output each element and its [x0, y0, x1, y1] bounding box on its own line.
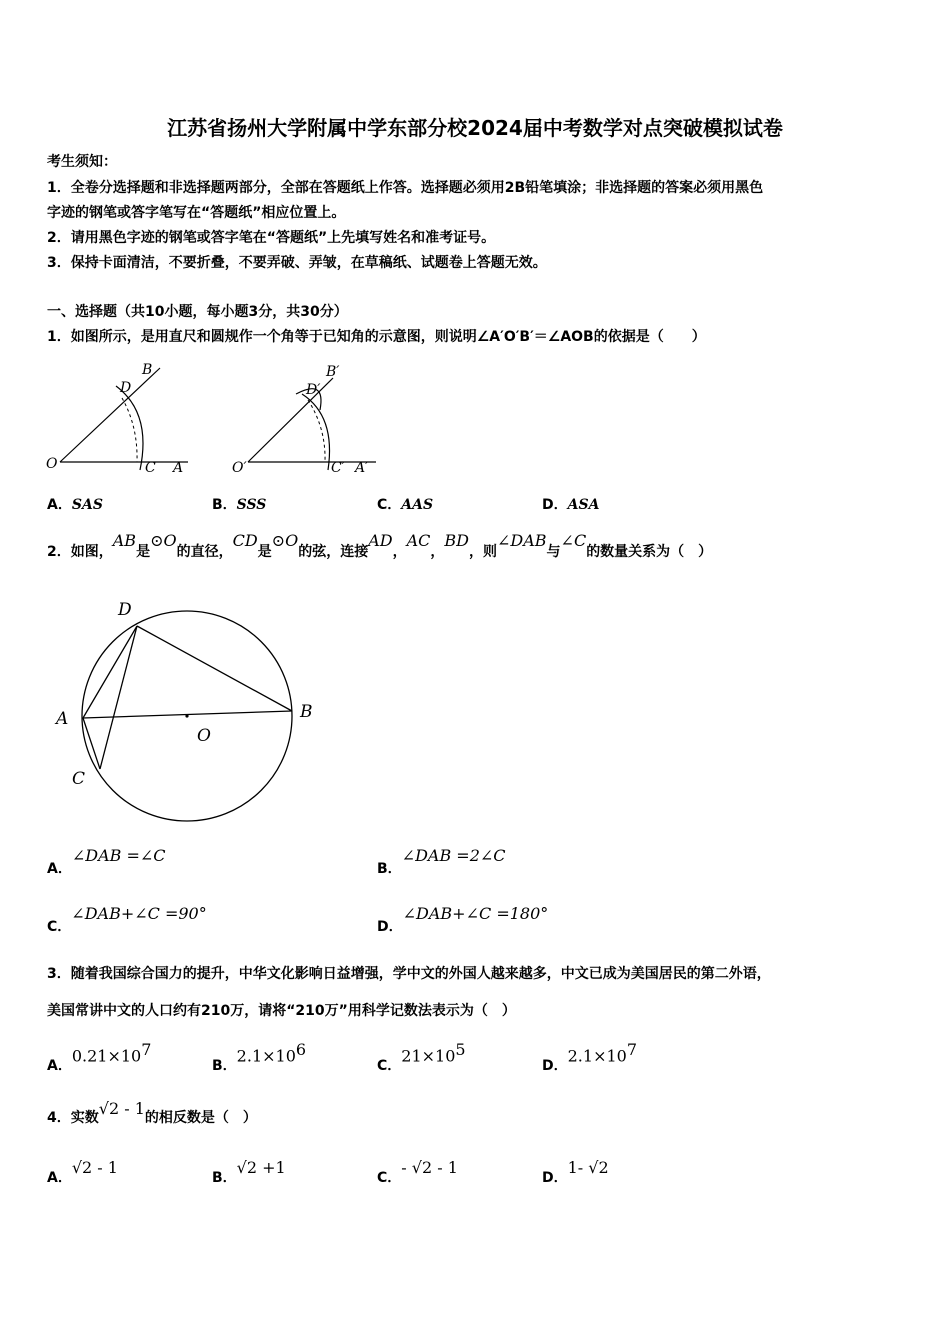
q3-line-1: 3．随着我国综合国力的提升，中华文化影响日益增强，学中文的外国人越来越多，中文已成为美国居民的第二外语，: [47, 966, 771, 982]
q3-option-a: A．$0.21\times 10^7$: [47, 1040, 152, 1075]
q3-option-b: B．$2.1\times 10^6$: [212, 1040, 307, 1075]
label-a-prime: A′: [355, 460, 369, 476]
notice-item-1-cont: 字迹的钢笔或答字笔写在“答题纸”相应位置上。: [47, 205, 346, 221]
center-point: [185, 714, 188, 717]
q4-option-b: B．√2 +1: [212, 1158, 286, 1186]
q2-option-b: B．∠DAB =2∠C: [377, 846, 506, 877]
q4-option-a: A．√2 - 1: [47, 1158, 118, 1186]
label-b: B: [300, 702, 313, 722]
label-c-prime: C′: [331, 460, 345, 476]
q1-option-b: B．SSS: [212, 497, 267, 513]
q4-option-c: C．- √2 - 1: [377, 1158, 458, 1186]
q1-option-d: D．ASA: [542, 497, 600, 513]
q1-option-c: C．AAS: [377, 497, 434, 513]
label-o-prime: O′: [232, 460, 247, 476]
label-d-prime: D′: [306, 382, 321, 398]
notice-heading: 考生须知：: [47, 154, 117, 170]
q2-option-c: C．∠DAB+∠C =90°: [47, 904, 207, 935]
q2-option-d: D．∠DAB+∠C =180°: [377, 904, 549, 935]
q3-option-c: C．$21\times 10^5$: [377, 1040, 466, 1075]
label-c: C: [145, 460, 156, 476]
q4-option-d: D．1- √2: [542, 1158, 609, 1186]
page-title: 江苏省扬州大学附属中学东部分校2024届中考数学对点突破模拟试卷: [167, 116, 783, 140]
q1-figure-right: [228, 358, 388, 483]
label-a: A: [56, 709, 69, 729]
compass-arc: [116, 386, 143, 470]
chord-bd: [137, 626, 292, 711]
notice-item-2: 2．请用黑色字迹的钢笔或答字笔在“答题纸”上先填写姓名和准考证号。: [47, 230, 496, 246]
q4-text: 4．实数√2 - 1的相反数是（ ）: [47, 1099, 257, 1126]
q1-option-a: A．SAS: [47, 497, 103, 513]
label-o: O: [197, 726, 211, 746]
section-heading: 一、选择题（共10小题，每小题3分，共30分）: [47, 304, 348, 320]
label-c: C: [72, 769, 86, 789]
q1-figure-left: [40, 358, 200, 483]
q1-text: 1．如图所示，是用直尺和圆规作一个角等于已知角的示意图，则说明∠A′O′B′＝∠AOB的依据是（ ）: [47, 329, 706, 345]
label-b-prime: B′: [326, 364, 340, 380]
label-d: D: [120, 380, 132, 396]
dashed-chord: [308, 400, 325, 462]
q2-circle-figure: [50, 595, 330, 825]
label-a: A: [173, 460, 184, 476]
q3-line-2: 美国常讲中文的人口约有210万，请将“210万”用科学记数法表示为（ ）: [47, 1003, 516, 1019]
q2-text: 2．如图，AB是⊙O的直径，CD是⊙O的弦，连接AD，AC，BD，则∠DAB与∠C的数量关系为（ ）: [47, 531, 713, 560]
chord-cd: [100, 626, 137, 769]
notice-item-1: 1．全卷分选择题和非选择题两部分，全部在答题纸上作答。选择题必须用2B铅笔填涂；非选择题的答案必须用黑色: [47, 180, 764, 196]
label-o: O: [46, 456, 58, 472]
q2-option-a: A．∠DAB =∠C: [47, 846, 166, 877]
notice-item-3: 3．保持卡面清洁，不要折叠，不要弄破、弄皱，在草稿纸、试题卷上答题无效。: [47, 255, 547, 271]
label-b: B: [142, 362, 153, 378]
ray-ob: [60, 368, 160, 462]
label-d: D: [118, 600, 132, 620]
q3-option-d: D．$2.1\times 10^7$: [542, 1040, 638, 1075]
